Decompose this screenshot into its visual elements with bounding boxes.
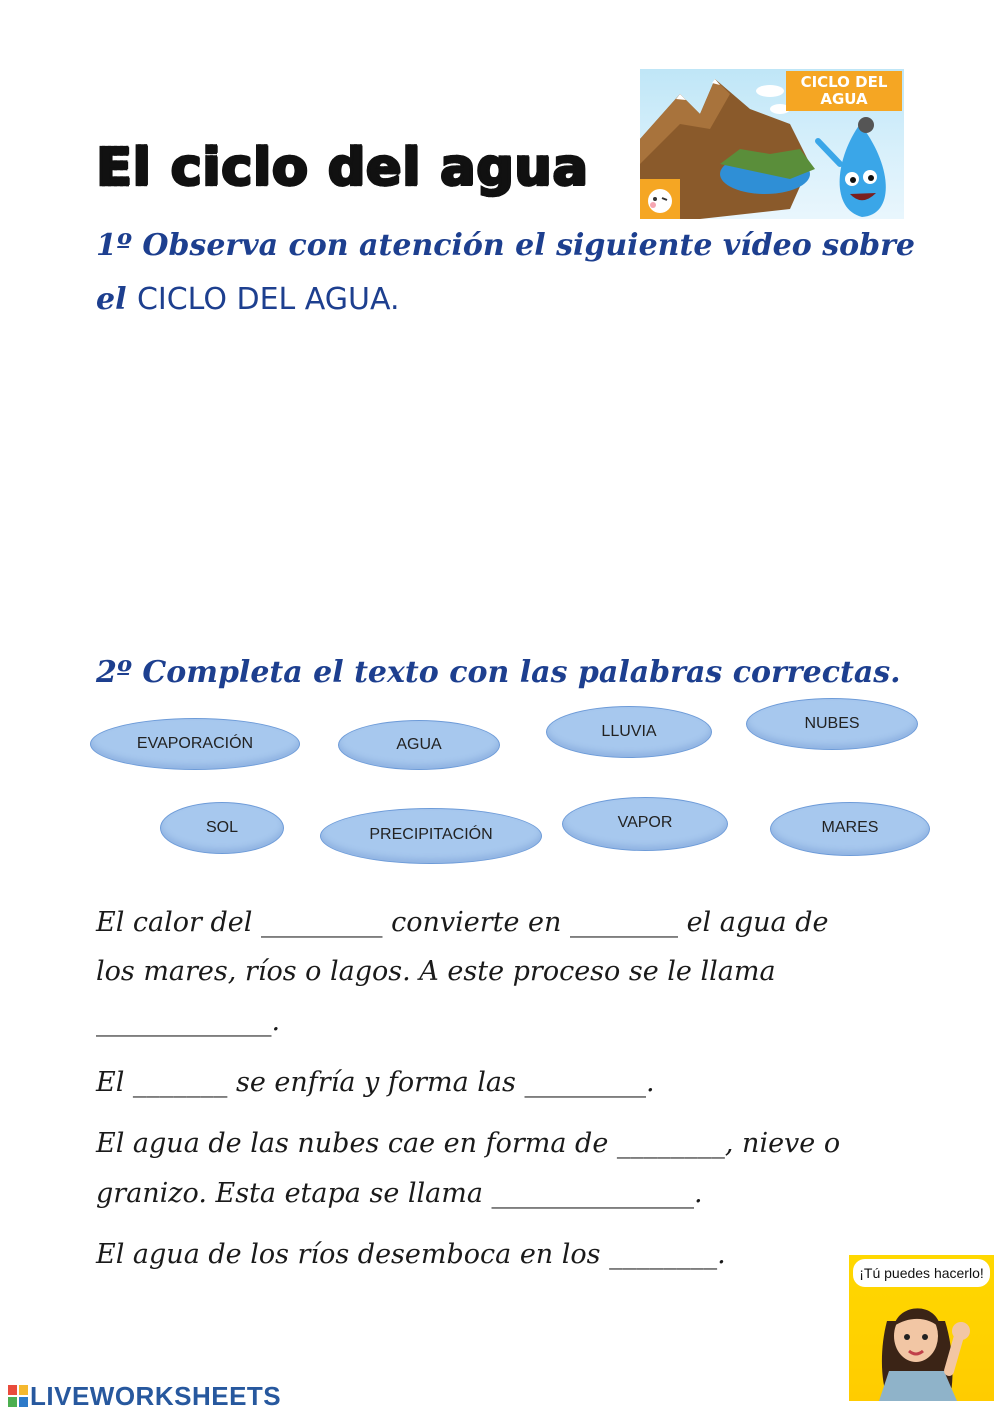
cloud-label: LLUVIA bbox=[601, 723, 657, 740]
word-cloud-sol[interactable] bbox=[160, 802, 284, 854]
thumbnail-label: CICLO DEL AGUA bbox=[786, 71, 902, 111]
cloud-label: VAPOR bbox=[617, 814, 673, 831]
word-cloud-agua[interactable] bbox=[338, 720, 500, 770]
text-line: _____________. bbox=[96, 1006, 281, 1037]
page-title: El ciclo del agua bbox=[96, 138, 589, 198]
word-cloud-lluvia[interactable] bbox=[546, 706, 712, 758]
cloud-label: SOL bbox=[205, 819, 238, 836]
avatar-icon bbox=[849, 1291, 994, 1401]
text-line: El _______ se enfría y forma las _________. bbox=[96, 1067, 655, 1098]
cloud-label: NUBES bbox=[804, 715, 860, 732]
word-cloud-evaporacion[interactable] bbox=[90, 718, 300, 770]
word-cloud-precipitacion[interactable] bbox=[320, 808, 542, 864]
section1-line2-caps: CICLO DEL AGUA. bbox=[136, 282, 400, 317]
cloud-label: EVAPORACIÓN bbox=[136, 735, 254, 752]
text-line: los mares, ríos o lagos. A este proceso se le llama bbox=[96, 956, 776, 987]
text-line: El agua de los ríos desemboca en los ________. bbox=[96, 1239, 726, 1270]
word-cloud-mares[interactable] bbox=[770, 802, 930, 856]
text-line: granizo. Esta etapa se llama _______________. bbox=[96, 1178, 703, 1209]
cloud-label: PRECIPITACIÓN bbox=[369, 826, 493, 843]
logo-icon bbox=[8, 1385, 28, 1407]
word-cloud-nubes[interactable] bbox=[746, 698, 918, 750]
speech-bubble: ¡Tú puedes hacerlo! bbox=[853, 1259, 990, 1287]
emoji-icon bbox=[640, 179, 680, 219]
encouragement-badge bbox=[849, 1255, 994, 1401]
section1-instruction bbox=[96, 228, 915, 263]
text-line: El calor del _________ convierte en ________ el agua de bbox=[96, 907, 829, 938]
word-cloud-vapor[interactable] bbox=[562, 797, 728, 851]
section1-line2-prefix: el bbox=[96, 282, 127, 317]
video-thumbnail[interactable] bbox=[640, 69, 904, 219]
logo-text: LIVEWORKSHEETS bbox=[30, 1381, 282, 1411]
section1-line1: 1º Observa con atención el siguiente vídeo sobre bbox=[96, 228, 915, 263]
cloud-label: MARES bbox=[821, 819, 879, 836]
liveworksheets-logo[interactable] bbox=[8, 1381, 281, 1412]
section1-line2 bbox=[96, 282, 400, 317]
section2-instruction: 2º Completa el texto con las palabras correctas. bbox=[96, 655, 901, 690]
cloud-label: AGUA bbox=[396, 736, 442, 753]
text-line: El agua de las nubes cae en forma de ________, nieve o bbox=[96, 1128, 841, 1159]
